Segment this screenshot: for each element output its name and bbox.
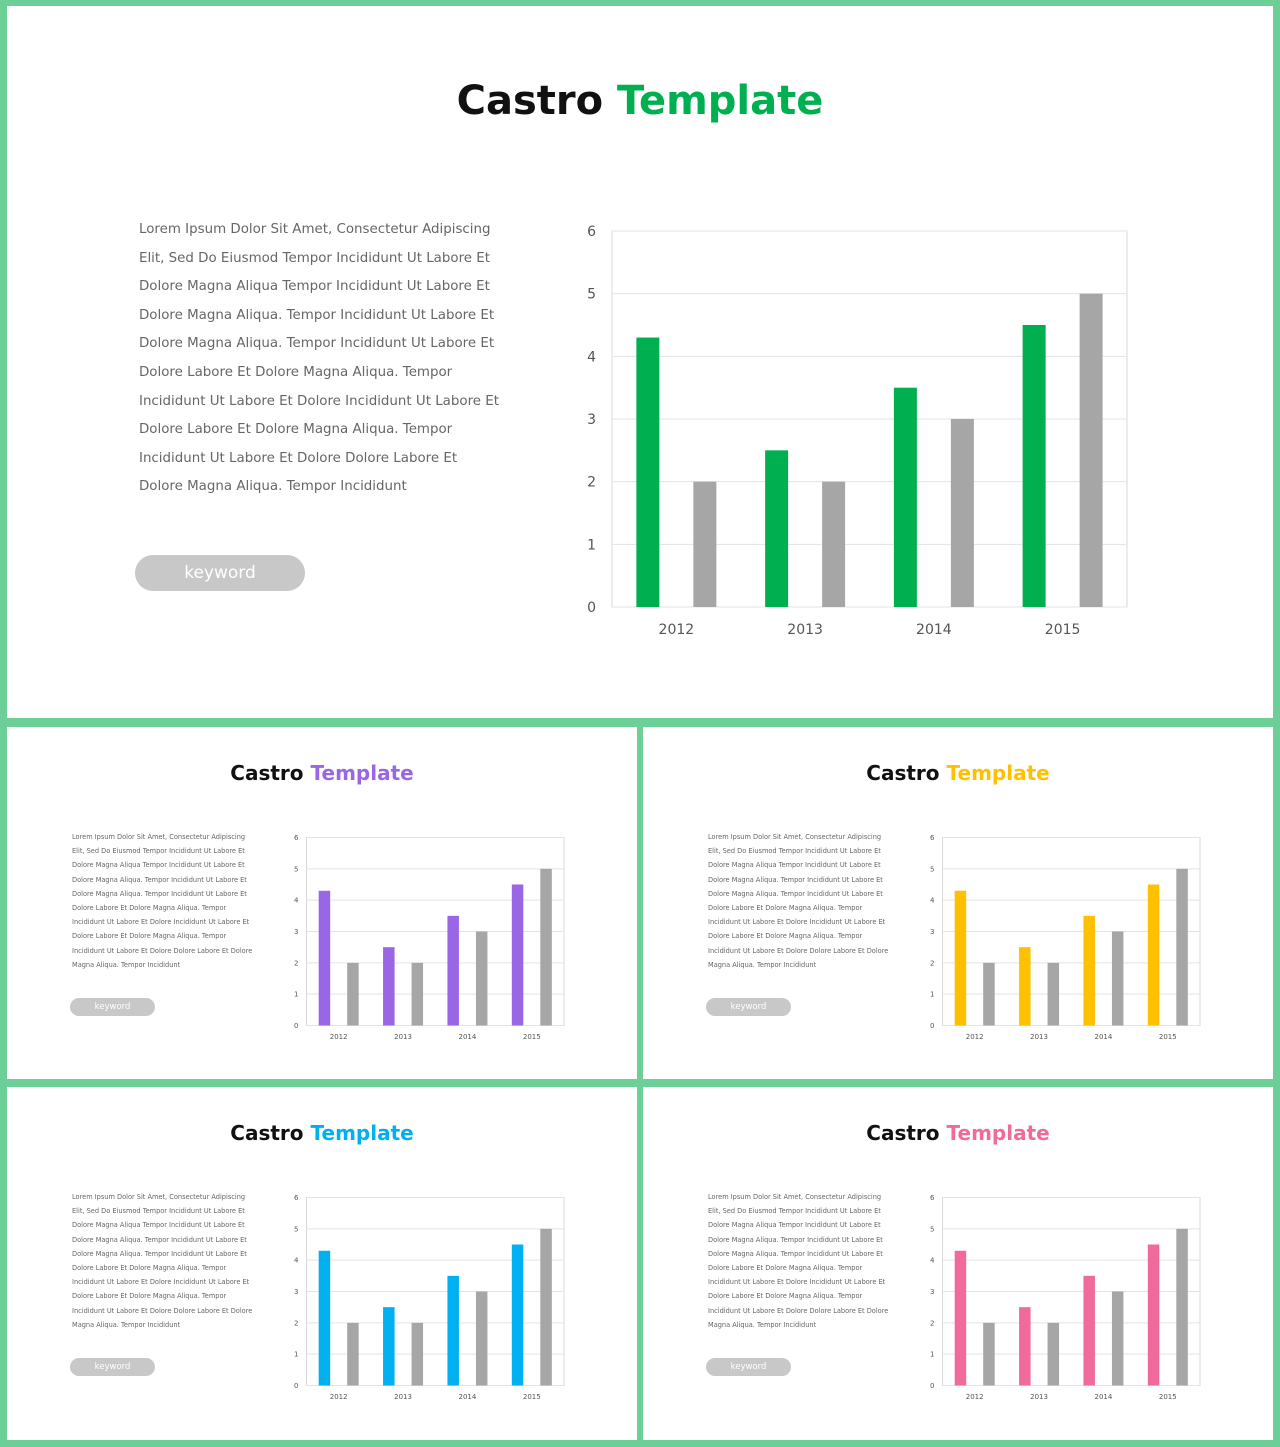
x-tick-label: 2014: [1094, 1393, 1113, 1401]
y-tick-label: 3: [930, 1288, 935, 1296]
bar: [1176, 1229, 1188, 1386]
y-tick-label: 6: [294, 834, 299, 842]
bar: [476, 1292, 488, 1386]
bar: [1080, 294, 1103, 607]
bar: [1083, 1276, 1095, 1386]
keyword-button[interactable]: keyword: [70, 1358, 155, 1376]
x-tick-label: 2015: [1158, 1393, 1177, 1401]
keyword-button[interactable]: keyword: [706, 998, 791, 1016]
x-tick-label: 2013: [394, 1033, 412, 1041]
slide-title-accent: Template: [310, 761, 414, 785]
bar: [412, 1323, 424, 1386]
x-tick-label: 2013: [1030, 1033, 1048, 1041]
x-tick-label: 2012: [329, 1393, 348, 1401]
bar: [1148, 1245, 1160, 1386]
slide-title-main: Castro: [230, 761, 304, 785]
bar: [955, 891, 967, 1026]
bar: [512, 885, 524, 1026]
y-tick-label: 6: [587, 224, 596, 240]
bar: [765, 450, 788, 607]
y-tick-label: 4: [294, 1256, 299, 1265]
y-tick-label: 6: [930, 1194, 935, 1202]
y-tick-label: 3: [294, 928, 299, 936]
slide-main: [7, 6, 1273, 718]
bar-chart: [920, 825, 1210, 1045]
slide-title-main: Castro: [456, 78, 604, 124]
x-tick-label: 2012: [658, 622, 695, 638]
y-tick-label: 2: [294, 1319, 299, 1328]
y-tick-label: 3: [930, 928, 935, 936]
bar: [1019, 947, 1031, 1025]
y-tick-label: 0: [930, 1382, 935, 1390]
bar: [383, 1307, 395, 1385]
slide-body-text: Lorem Ipsum Dolor Sit Amet, Consectetur Adipiscing Elit, Sed Do Eiusmod Tempor Incididunt Ut Labore Et Dolore Magna Aliqua Tempor Incididunt Ut Labore Et Dolore Magna Aliqua. Tempor Incididunt Ut Labore Et Dolore Magna Aliqua. Tempor Incididunt Ut Labore Et Dolore Labore Et Dolore Magna Aliqua. Tempor Incididunt Ut Labore Et Dolore Incididunt Ut Labore Et Dolore Labore Et Dolore Magna Aliqua. Tempor Incididunt Ut Labore Et Dolore Dolore Labore Et Dolore Magna Aliqua. Tempor Incididunt: [708, 833, 889, 969]
bar-chart: [567, 206, 1147, 646]
x-tick-label: 2014: [1094, 1033, 1113, 1041]
bar-chart-svg: [284, 825, 574, 1045]
y-tick-label: 1: [294, 1350, 299, 1359]
bar: [1048, 963, 1060, 1026]
x-tick-label: 2015: [1044, 622, 1081, 638]
bar: [1019, 1307, 1031, 1385]
y-tick-label: 2: [930, 959, 935, 968]
slide-body-text: Lorem Ipsum Dolor Sit Amet, Consectetur Adipiscing Elit, Sed Do Eiusmod Tempor Incididunt Ut Labore Et Dolore Magna Aliqua Tempor Incididunt Ut Labore Et Dolore Magna Aliqua. Tempor Incididunt Ut Labore Et Dolore Magna Aliqua. Tempor Incididunt Ut Labore Et Dolore Labore Et Dolore Magna Aliqua. Tempor Incididunt Ut Labore Et Dolore Incididunt Ut Labore Et Dolore Labore Et Dolore Magna Aliqua. Tempor Incididunt Ut Labore Et Dolore Dolore Labore Et Dolore Magna Aliqua. Tempor Incididunt: [708, 1193, 889, 1329]
bar: [894, 388, 917, 607]
y-tick-label: 1: [587, 537, 596, 554]
x-tick-label: 2015: [522, 1393, 541, 1401]
keyword-button[interactable]: keyword: [70, 998, 155, 1016]
bar: [383, 947, 395, 1025]
bar: [1148, 885, 1160, 1026]
slide-body-text: Lorem Ipsum Dolor Sit Amet, Consectetur Adipiscing Elit, Sed Do Eiusmod Tempor Incididunt Ut Labore Et Dolore Magna Aliqua Tempor Incididunt Ut Labore Et Dolore Magna Aliqua. Tempor Incididunt Ut Labore Et Dolore Magna Aliqua. Tempor Incididunt Ut Labore Et Dolore Labore Et Dolore Magna Aliqua. Tempor Incididunt Ut Labore Et Dolore Incididunt Ut Labore Et Dolore Labore Et Dolore Magna Aliqua. Tempor Incididunt Ut Labore Et Dolore Dolore Labore Et Dolore Magna Aliqua. Tempor Incididunt: [72, 1193, 253, 1329]
slide-body-text: Lorem Ipsum Dolor Sit Amet, Consectetur Adipiscing Elit, Sed Do Eiusmod Tempor Incididunt Ut Labore Et Dolore Magna Aliqua Tempor Incididunt Ut Labore Et Dolore Magna Aliqua. Tempor Incididunt Ut Labore Et Dolore Magna Aliqua. Tempor Incididunt Ut Labore Et Dolore Labore Et Dolore Magna Aliqua. Tempor Incididunt Ut Labore Et Dolore Incididunt Ut Labore Et Dolore Labore Et Dolore Magna Aliqua. Tempor Incididunt Ut Labore Et Dolore Dolore Labore Et Dolore Magna Aliqua. Tempor Incididunt: [72, 833, 253, 969]
slide-yellow: [643, 727, 1273, 1079]
bar: [1112, 1292, 1124, 1386]
slide-title: [7, 761, 637, 785]
y-tick-label: 0: [294, 1022, 299, 1030]
bar: [476, 932, 488, 1026]
bar: [540, 1229, 552, 1386]
bar: [447, 1276, 459, 1386]
x-tick-label: 2012: [965, 1033, 984, 1041]
bar-chart-svg: [284, 1185, 574, 1405]
bar: [447, 916, 459, 1026]
bar: [822, 482, 845, 607]
y-tick-label: 1: [294, 990, 299, 999]
bar: [951, 419, 974, 607]
x-tick-label: 2012: [965, 1393, 984, 1401]
bar-chart-svg: [920, 1185, 1210, 1405]
bar: [319, 891, 331, 1026]
bar: [540, 869, 552, 1026]
bar: [1083, 916, 1095, 1026]
bar-chart-svg: [920, 825, 1210, 1045]
slide-title-accent: Template: [617, 78, 824, 124]
slide-title: [643, 761, 1273, 785]
slide-body-text: Lorem Ipsum Dolor Sit Amet, Consectetur Adipiscing Elit, Sed Do Eiusmod Tempor Incididunt Ut Labore Et Dolore Magna Aliqua Tempor Incididunt Ut Labore Et Dolore Magna Aliqua. Tempor Incididunt Ut Labore Et Dolore Magna Aliqua. Tempor Incididunt Ut Labore Et Dolore Labore Et Dolore Magna Aliqua. Tempor Incididunt Ut Labore Et Dolore Incididunt Ut Labore Et Dolore Labore Et Dolore Magna Aliqua. Tempor Incididunt Ut Labore Et Dolore Dolore Labore Et Dolore Magna Aliqua. Tempor Incididunt: [139, 222, 499, 495]
x-tick-label: 2013: [394, 1393, 412, 1401]
bar: [1048, 1323, 1060, 1386]
y-tick-label: 5: [294, 1225, 299, 1234]
y-tick-label: 4: [930, 896, 935, 905]
slide-title-accent: Template: [946, 1121, 1050, 1145]
slide-pink: [643, 1087, 1273, 1440]
y-tick-label: 6: [930, 834, 935, 842]
slide-title-main: Castro: [866, 761, 940, 785]
x-tick-label: 2014: [458, 1033, 477, 1041]
x-tick-label: 2012: [329, 1033, 348, 1041]
y-tick-label: 5: [930, 1225, 935, 1234]
slide-purple: [7, 727, 637, 1079]
bar: [1023, 325, 1046, 607]
bar: [1176, 869, 1188, 1026]
bar: [1112, 932, 1124, 1026]
y-tick-label: 0: [587, 600, 596, 616]
slide-title-accent: Template: [946, 761, 1050, 785]
y-tick-label: 5: [930, 865, 935, 874]
bar-chart: [920, 1185, 1210, 1405]
y-tick-label: 2: [587, 474, 596, 491]
y-tick-label: 5: [294, 865, 299, 874]
y-tick-label: 4: [587, 349, 596, 366]
slide-title-accent: Template: [310, 1121, 414, 1145]
y-tick-label: 0: [930, 1022, 935, 1030]
bar: [983, 1323, 995, 1386]
y-tick-label: 3: [587, 412, 596, 428]
y-tick-label: 4: [930, 1256, 935, 1265]
x-tick-label: 2014: [458, 1393, 477, 1401]
y-tick-label: 5: [587, 286, 596, 303]
y-tick-label: 3: [294, 1288, 299, 1296]
slide-title: [7, 1121, 637, 1145]
bar-chart: [284, 1185, 574, 1405]
bar: [636, 338, 659, 607]
slide-title-main: Castro: [866, 1121, 940, 1145]
x-tick-label: 2014: [916, 622, 952, 638]
y-tick-label: 0: [294, 1382, 299, 1390]
slide-title: [7, 78, 1273, 124]
x-tick-label: 2013: [787, 622, 823, 638]
slide-title-main: Castro: [230, 1121, 304, 1145]
y-tick-label: 2: [294, 959, 299, 968]
bar: [412, 963, 424, 1026]
x-tick-label: 2015: [522, 1033, 541, 1041]
y-tick-label: 1: [930, 1350, 935, 1359]
y-tick-label: 1: [930, 990, 935, 999]
y-tick-label: 2: [930, 1319, 935, 1328]
bar: [347, 1323, 359, 1386]
slide-blue: [7, 1087, 637, 1440]
bar-chart: [284, 825, 574, 1045]
bar: [983, 963, 995, 1026]
bar: [347, 963, 359, 1026]
keyword-button[interactable]: keyword: [135, 555, 305, 591]
keyword-button[interactable]: keyword: [706, 1358, 791, 1376]
bar: [512, 1245, 524, 1386]
bar: [319, 1251, 331, 1386]
slide-title: [643, 1121, 1273, 1145]
bar: [693, 482, 716, 607]
bar-chart-svg: [567, 206, 1147, 646]
y-tick-label: 6: [294, 1194, 299, 1202]
bar: [955, 1251, 967, 1386]
x-tick-label: 2013: [1030, 1393, 1048, 1401]
x-tick-label: 2015: [1158, 1033, 1177, 1041]
y-tick-label: 4: [294, 896, 299, 905]
